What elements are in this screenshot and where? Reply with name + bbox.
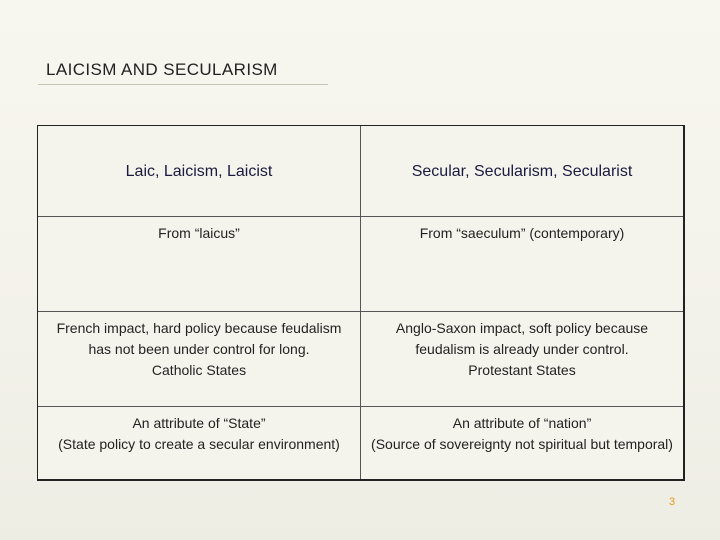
cell-attribute-secular <box>361 407 684 480</box>
cell-text: French impact, hard policy because feudalism has not been under control for long. <box>56 320 342 357</box>
title-underline <box>38 84 328 85</box>
table-row <box>38 312 683 407</box>
cell-text: From “laicus” <box>158 225 240 241</box>
header-laic: Laic, Laicism, Laicist <box>38 126 361 217</box>
header-secular: Secular, Secularism, Secularist <box>361 126 684 217</box>
slide-title: LAICISM AND SECULARISM <box>46 60 278 79</box>
cell-origin-secular <box>361 217 684 312</box>
comparison-table <box>37 125 685 481</box>
page-number: 3 <box>669 496 676 508</box>
cell-impact-laic <box>38 312 361 407</box>
cell-text: An attribute of “nation” <box>452 415 592 431</box>
table-header-row <box>38 126 683 217</box>
cell-text: From “saeculum” (contemporary) <box>419 225 625 241</box>
cell-text: Protestant States <box>468 362 576 378</box>
table-row <box>38 217 683 312</box>
cell-attribute-laic <box>38 407 361 480</box>
cell-text: (Source of sovereignty not spiritual but temporal) <box>371 436 673 452</box>
cell-text: Catholic States <box>151 362 247 378</box>
cell-impact-secular <box>361 312 684 407</box>
cell-origin-laic <box>38 217 361 312</box>
cell-text: Anglo-Saxon impact, soft policy because feudalism is already under control. <box>395 320 649 357</box>
cell-text: An attribute of “State” <box>132 415 266 431</box>
table-row <box>38 407 683 480</box>
cell-text: (State policy to create a secular environment) <box>58 436 340 452</box>
